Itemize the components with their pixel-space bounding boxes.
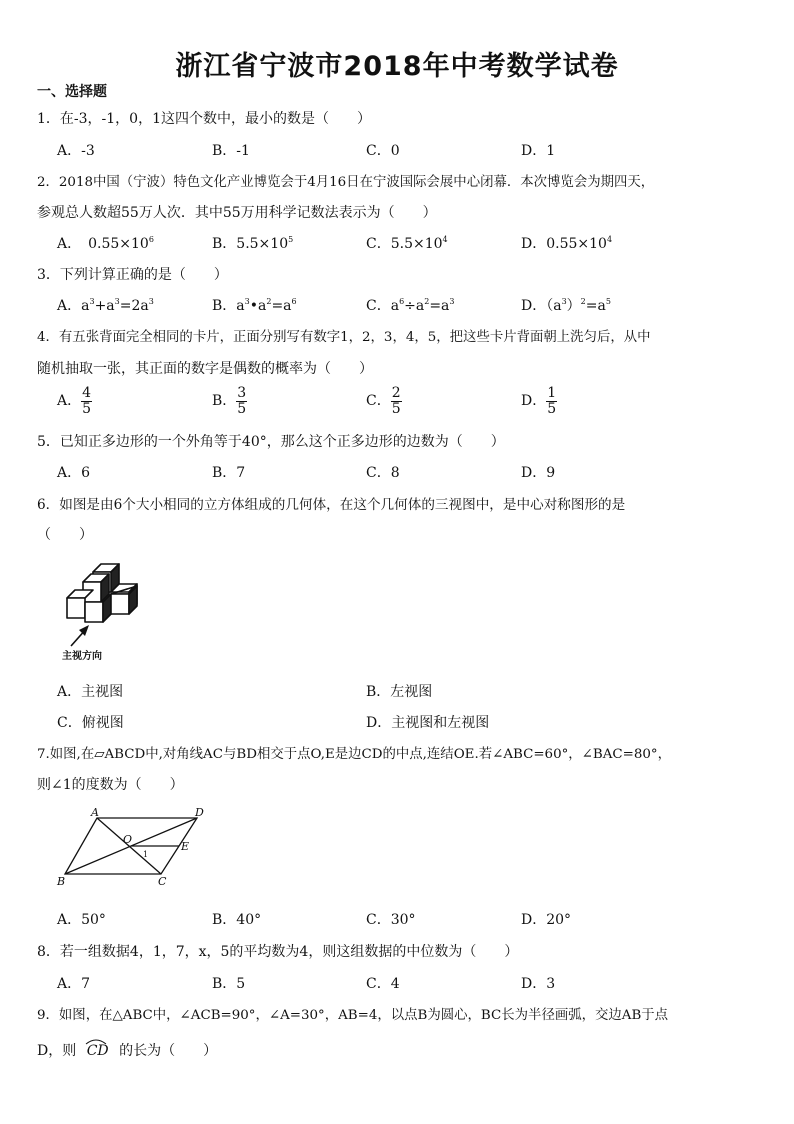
question-1-option-c: C．0 bbox=[366, 143, 400, 159]
question-2-stem-line2: 参观总人数超55万人次．其中55万用科学记数法表示为（ ） bbox=[37, 205, 437, 221]
question-5-option-c: C．8 bbox=[366, 465, 400, 481]
point-label-b: B bbox=[57, 875, 66, 888]
question-6-option-b: B．左视图 bbox=[366, 684, 433, 700]
question-6-stem-line2: （ ） bbox=[37, 527, 93, 543]
question-4-option-a: A． $\frac{4}{5}$ bbox=[57, 385, 92, 417]
question-7-option-c: C．30° bbox=[366, 912, 416, 928]
parallelogram-figure bbox=[55, 806, 205, 888]
section-heading: 一、选择题 bbox=[37, 84, 107, 100]
question-8-option-c: C．4 bbox=[366, 976, 400, 992]
question-9-stem-line1: 9．如图，在△ABC中，∠ACB=90°，∠A=30°，AB=4，以点B为圆心，BC长为半径画弧，交边AB于点 bbox=[37, 1008, 669, 1023]
question-2-stem-line1: 2．2018中国（宁波）特色文化产业博览会于4月16日在宁波国际会展中心闭幕．本次博览会为期四天， bbox=[37, 175, 655, 190]
question-1-option-d: D．1 bbox=[521, 143, 556, 159]
question-5-option-a: A．6 bbox=[57, 465, 91, 481]
question-3-option-a: A．$a^3+a^3=2a^3$ bbox=[57, 297, 154, 314]
question-7-option-a: A．50° bbox=[57, 912, 106, 928]
question-3-option-c: C．$a^6\div a^2=a^3$ bbox=[366, 297, 455, 314]
question-5-option-d: D．9 bbox=[521, 465, 556, 481]
arc-cd-label: CD bbox=[81, 1043, 115, 1059]
question-4-option-c: C． $\frac{2}{5}$ bbox=[366, 385, 401, 417]
page-title: 浙江省宁波市2018年中考数学试卷 bbox=[175, 51, 619, 82]
question-1-stem: 1．在-3，-1，0，1这四个数中，最小的数是（ ） bbox=[37, 111, 371, 127]
question-2-option-d: D．$0.55\times 10^4$ bbox=[521, 235, 613, 252]
fraction: $\frac{1}{5}$ bbox=[547, 385, 557, 417]
fraction: $\frac{3}{5}$ bbox=[237, 385, 247, 417]
point-label-c: C bbox=[158, 875, 167, 888]
fraction: $\frac{4}{5}$ bbox=[82, 385, 92, 417]
question-8-option-d: D．3 bbox=[521, 976, 556, 992]
point-label-e: E bbox=[181, 840, 190, 853]
question-1-option-b: B．-1 bbox=[212, 143, 250, 159]
question-1-option-a: A．-3 bbox=[57, 143, 95, 159]
question-6-option-c: C．俯视图 bbox=[57, 715, 124, 731]
question-4-stem-line2: 随机抽取一张，其正面的数字是偶数的概率为（ ） bbox=[37, 361, 373, 377]
question-2-option-b: B．$5.5\times 10^5$ bbox=[212, 235, 294, 252]
question-6-option-a: A．主视图 bbox=[57, 684, 124, 700]
question-4-option-d: D． $\frac{1}{5}$ bbox=[521, 385, 557, 417]
question-3-option-b: B．$a^3•a^2=a^6$ bbox=[212, 297, 297, 314]
question-6-option-d: D．主视图和左视图 bbox=[366, 715, 490, 731]
angle-label-1: 1 bbox=[143, 850, 149, 859]
point-label-a: A bbox=[91, 806, 99, 819]
question-7-option-d: D．20° bbox=[521, 912, 572, 928]
question-2-option-c: C．$5.5\times 10^4$ bbox=[366, 235, 448, 252]
question-5-stem: 5．已知正多边形的一个外角等于40°，那么这个正多边形的边数为（ ） bbox=[37, 434, 505, 450]
question-4-option-b: B． $\frac{3}{5}$ bbox=[212, 385, 247, 417]
question-7-option-b: B．40° bbox=[212, 912, 262, 928]
question-4-stem-line1: 4．有五张背面完全相同的卡片，正面分别写有数字1，2，3，4，5，把这些卡片背面朝上洗匀后，从中 bbox=[37, 330, 651, 345]
question-8-option-b: B．5 bbox=[212, 976, 246, 992]
question-3-stem: 3．下列计算正确的是（ ） bbox=[37, 267, 228, 283]
question-2-option-a: A． $0.55\times 10^6$ bbox=[57, 235, 154, 252]
fraction: $\frac{2}{5}$ bbox=[391, 385, 401, 417]
figure-caption: 主视方向 bbox=[62, 651, 102, 662]
question-6-stem-line1: 6．如图是由6个大小相同的立方体组成的几何体，在这个几何体的三视图中，是中心对称图形的是 bbox=[37, 497, 626, 513]
question-9-stem-line2: D，则 CD 的长为（ ） bbox=[37, 1040, 217, 1060]
question-8-option-a: A．7 bbox=[57, 976, 91, 992]
question-7-stem-line1: 7.如图,在▱ABCD中,对角线AC与BD相交于点O,E是边CD的中点,连结OE.若∠ABC=60°，∠BAC=80°， bbox=[37, 747, 671, 762]
question-7-stem-line2: 则∠1的度数为（ ） bbox=[37, 777, 184, 793]
question-8-stem: 8．若一组数据4，1，7，x，5的平均数为4，则这组数据的中位数为（ ） bbox=[37, 944, 519, 960]
point-label-o: O bbox=[123, 833, 133, 846]
point-label-d: D bbox=[195, 806, 204, 819]
arc-symbol-icon bbox=[85, 1037, 107, 1045]
question-3-option-d: D．$(a^3)^2=a^5$ bbox=[521, 297, 611, 314]
question-5-option-b: B．7 bbox=[212, 465, 246, 481]
